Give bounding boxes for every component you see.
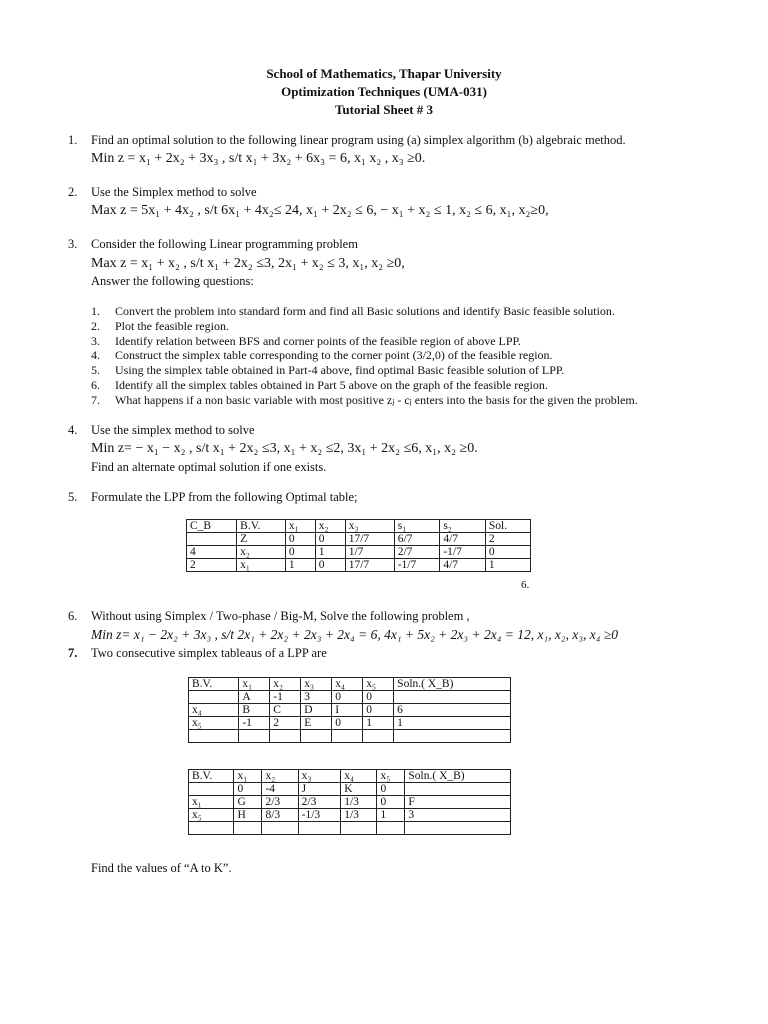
table-cell: -1 — [270, 691, 301, 704]
table-header-cell: x₂ — [262, 770, 298, 783]
table-cell: x₅ — [189, 809, 234, 822]
table-cell — [405, 783, 511, 796]
table-cell: F — [405, 796, 511, 809]
table-cell: x₁ — [237, 559, 286, 572]
q3-item: 3. Identify relation between BFS and corner points of the feasible region of above LPP. — [91, 333, 521, 348]
q3-answer-heading: Answer the following questions: — [91, 274, 254, 288]
table-header-cell: x₄ — [332, 678, 363, 691]
table-header-cell: x₅ — [363, 678, 394, 691]
q4-number: 4. — [68, 423, 78, 437]
table-cell: -1 — [239, 717, 270, 730]
table-header-cell: Sol. — [485, 520, 530, 533]
table-header-cell: C_B — [187, 520, 237, 533]
table-row — [189, 730, 511, 743]
q1-text: Find an optimal solution to the following linear program using (a) simplex algorithm (b) algebraic method. — [91, 133, 626, 147]
table-cell: x₄ — [189, 704, 239, 717]
table-cell — [189, 783, 234, 796]
table-cell — [301, 730, 332, 743]
table-row — [189, 691, 511, 704]
table-header-cell: x₄ — [341, 770, 377, 783]
table-header-cell: Soln.( X_B) — [405, 770, 511, 783]
table-header-cell: x₃ — [298, 770, 341, 783]
q3-item: 7. What happens if a non basic variable with most positive zⱼ - cⱼ enters into the basis for the given the problem. — [91, 392, 638, 407]
table-cell — [377, 822, 405, 835]
table-cell — [332, 730, 363, 743]
table-row — [187, 559, 531, 572]
q4-text: Use the simplex method to solve — [91, 423, 255, 437]
table-cell — [270, 730, 301, 743]
table-header-cell: x₂ — [315, 520, 345, 533]
table-row — [187, 546, 531, 559]
table-cell: C — [270, 704, 301, 717]
q4-alternate: Find an alternate optimal solution if one exists. — [91, 460, 327, 474]
sheet-title-course: Optimization Techniques (UMA-031) — [281, 84, 487, 99]
table-cell: -4 — [262, 783, 298, 796]
table-cell — [189, 730, 239, 743]
table-cell: 2/3 — [298, 796, 341, 809]
table-cell: 2 — [270, 717, 301, 730]
table-row — [189, 704, 511, 717]
table-cell: 0 — [315, 559, 345, 572]
q6-number: 6. — [68, 609, 78, 623]
q7-tableau-2 — [188, 769, 511, 835]
table-row — [189, 783, 511, 796]
table-cell: 1 — [285, 559, 315, 572]
sheet-title-tutorial: Tutorial Sheet # 3 — [334, 102, 434, 117]
table-row — [187, 533, 531, 546]
table-cell: -1/7 — [440, 546, 486, 559]
q4-math: Min z= − x₁ − x₂ , s/t x₁ + 2x₂ ≤3, x₁ + x₂ ≤2, 3x₁ + 2x₂ ≤6, x₁, x₂ ≥0. — [91, 441, 478, 456]
q3-item: 6. Identify all the simplex tables obtained in Part 5 above on the graph of the feasible region. — [91, 377, 548, 392]
table-cell: 1/7 — [345, 546, 394, 559]
table-cell: x₅ — [189, 717, 239, 730]
table-cell: D — [301, 704, 332, 717]
table-cell: 4/7 — [440, 533, 486, 546]
table-cell: 3 — [301, 691, 332, 704]
q2-number: 2. — [68, 185, 78, 199]
table-cell: 6/7 — [394, 533, 440, 546]
table-cell: 0 — [363, 691, 394, 704]
table-cell: 17/7 — [345, 559, 394, 572]
table-cell: 1 — [363, 717, 394, 730]
table-cell: 2/7 — [394, 546, 440, 559]
table-row — [189, 717, 511, 730]
table-cell: A — [239, 691, 270, 704]
table-cell: 0 — [377, 796, 405, 809]
table-header-cell: x₃ — [301, 678, 332, 691]
table-cell: 17/7 — [345, 533, 394, 546]
table-cell: G — [234, 796, 262, 809]
q5-text: Formulate the LPP from the following Optimal table; — [91, 490, 358, 504]
table-row — [189, 809, 511, 822]
table-cell: I — [332, 704, 363, 717]
table-cell: 4 — [187, 546, 237, 559]
table-cell: 6 — [394, 704, 511, 717]
q5-optimal-table — [186, 519, 531, 572]
table-header-row — [187, 520, 531, 533]
q5-number: 5. — [68, 490, 78, 504]
table-cell: 0 — [485, 546, 530, 559]
table-header-cell: x₃ — [345, 520, 394, 533]
q2-math: Max z = 5x₁ + 4x₂ , s/t 6x₁ + 4x₂≤ 24, x₁ + 2x₂ ≤ 6, − x₁ + x₂ ≤ 1, x₂ ≤ 6, x₁, x₂≥0, — [91, 203, 549, 218]
table-cell — [298, 822, 341, 835]
table-cell: x₂ — [237, 546, 286, 559]
table-header-cell: s₂ — [440, 520, 486, 533]
q3-item: 5. Using the simplex table obtained in Part-4 above, find optimal Basic feasible solution of LPP. — [91, 363, 565, 378]
table-cell: -1/3 — [298, 809, 341, 822]
table-cell: 4/7 — [440, 559, 486, 572]
table-header-row — [189, 770, 511, 783]
q1-number: 1. — [68, 133, 78, 147]
table-row — [189, 822, 511, 835]
table-cell — [405, 822, 511, 835]
q1-math: Min z = x₁ + 2x₂ + 3x₃ , s/t x₁ + 3x₂ + 6x₃ = 6, x₁ x₂ , x₃ ≥0. — [91, 151, 426, 166]
table-cell: 2 — [187, 559, 237, 572]
q5-trailing-number: 6. — [521, 579, 530, 591]
table-cell — [189, 822, 234, 835]
table-row — [189, 796, 511, 809]
table-cell: 0 — [332, 691, 363, 704]
q6-text: Without using Simplex / Two-phase / Big-M, Solve the following problem , — [91, 609, 470, 623]
table-cell — [394, 691, 511, 704]
table-cell: 2 — [485, 533, 530, 546]
table-cell — [341, 822, 377, 835]
table-header-cell: Soln.( X_B) — [394, 678, 511, 691]
table-cell: 1/3 — [341, 796, 377, 809]
table-cell: B — [239, 704, 270, 717]
table-cell: 3 — [405, 809, 511, 822]
q7-text: Two consecutive simplex tableaus of a LPP are — [91, 646, 327, 660]
table-cell: H — [234, 809, 262, 822]
table-cell: 0 — [285, 546, 315, 559]
table-cell: 0 — [234, 783, 262, 796]
table-cell: 1 — [377, 809, 405, 822]
table-cell — [187, 533, 237, 546]
table-cell: 1 — [485, 559, 530, 572]
table-header-cell: x₁ — [239, 678, 270, 691]
q3-item: 4. Construct the simplex table corresponding to the corner point (3/2,0) of the feasible region. — [91, 348, 553, 363]
q3-number: 3. — [68, 237, 78, 251]
table-cell: 2/3 — [262, 796, 298, 809]
table-cell: 0 — [363, 704, 394, 717]
q3-subquestions — [91, 304, 638, 408]
table-cell — [234, 822, 262, 835]
table-cell: 1/3 — [341, 809, 377, 822]
table-header-cell: B.V. — [189, 770, 234, 783]
table-cell: 8/3 — [262, 809, 298, 822]
table-cell: 0 — [377, 783, 405, 796]
table-cell: Z — [237, 533, 286, 546]
sheet-title-school: School of Mathematics, Thapar University — [266, 66, 502, 81]
table-cell: -1/7 — [394, 559, 440, 572]
q7-tableau-1 — [188, 677, 511, 743]
q6-math: Min z= x₁ − 2x₂ + 3x₃ , s/t 2x₁ + 2x₂ + 2x₃ + 2x₄ = 6, 4x₁ + 5x₂ + 2x₃ + 2x₄ = 12, x₁, x₂, x₃, x₄ ≥0 — [91, 627, 619, 642]
table-cell — [363, 730, 394, 743]
table-cell: 0 — [332, 717, 363, 730]
table-cell — [394, 730, 511, 743]
q3-text: Consider the following Linear programming problem — [91, 237, 358, 251]
q3-item: 2. Plot the feasible region. — [91, 318, 229, 333]
table-cell — [262, 822, 298, 835]
table-cell: J — [298, 783, 341, 796]
table-header-cell: B.V. — [237, 520, 286, 533]
q3-item: 1. Convert the problem into standard form and find all Basic solutions and identify Basic feasible solution. — [91, 304, 615, 318]
table-header-cell: x₁ — [234, 770, 262, 783]
q7-find-values: Find the values of “A to K”. — [91, 861, 232, 875]
table-cell: x₁ — [189, 796, 234, 809]
q2-text: Use the Simplex method to solve — [91, 185, 257, 199]
table-cell: K — [341, 783, 377, 796]
q7-number: 7. — [68, 646, 78, 660]
table-header-cell: x₂ — [270, 678, 301, 691]
table-cell — [189, 691, 239, 704]
table-cell: E — [301, 717, 332, 730]
table-header-cell: B.V. — [189, 678, 239, 691]
table-cell: 1 — [315, 546, 345, 559]
table-cell: 1 — [394, 717, 511, 730]
table-cell — [239, 730, 270, 743]
table-cell: 0 — [315, 533, 345, 546]
table-cell: 0 — [285, 533, 315, 546]
table-header-cell: x₁ — [285, 520, 315, 533]
table-header-row — [189, 678, 511, 691]
table-header-cell: s₁ — [394, 520, 440, 533]
q3-math: Max z = x₁ + x₂ , s/t x₁ + 2x₂ ≤3, 2x₁ + x₂ ≤ 3, x₁, x₂ ≥0, — [91, 256, 405, 271]
table-header-cell: x₅ — [377, 770, 405, 783]
